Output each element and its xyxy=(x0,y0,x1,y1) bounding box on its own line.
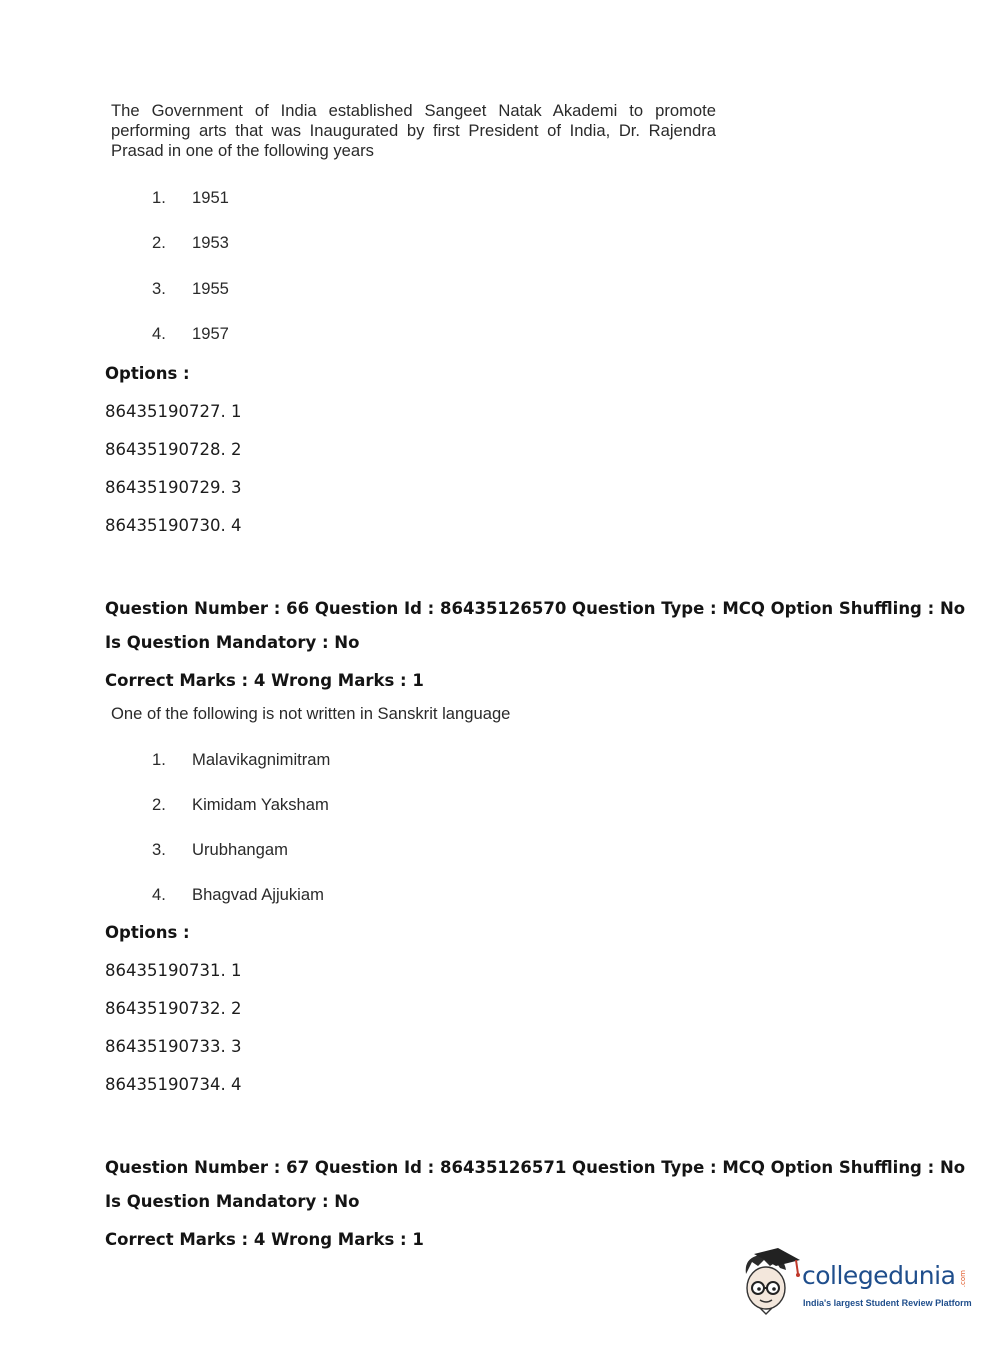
q65-choice-4: 4. 1957 xyxy=(152,324,229,343)
q66-choice-4: 4. Bhagvad Ajjukiam xyxy=(152,885,324,904)
q65-option-2: 86435190728. 2 xyxy=(105,440,242,459)
logo-tagline: India's largest Student Review Platform xyxy=(803,1298,972,1308)
logo-brand-text: collegedunia xyxy=(802,1261,956,1290)
logo-com-text: .com xyxy=(959,1270,967,1288)
collegedunia-logo xyxy=(740,1248,970,1320)
q65-option-3: 86435190729. 3 xyxy=(105,478,242,497)
question-66-text: One of the following is not written in Sanskrit language xyxy=(111,704,511,723)
q65-choice-1: 1. 1951 xyxy=(152,188,229,207)
q66-option-1: 86435190731. 1 xyxy=(105,961,242,980)
q66-option-3: 86435190733. 3 xyxy=(105,1037,242,1056)
q67-header: Question Number : 67 Question Id : 86435126571 Question Type : MCQ Option Shuffling : No xyxy=(105,1158,966,1177)
q67-marks: Correct Marks : 4 Wrong Marks : 1 xyxy=(105,1230,424,1249)
q65-choice-3: 3. 1955 xyxy=(152,279,229,298)
mascot-icon xyxy=(740,1248,802,1320)
q65-option-4: 86435190730. 4 xyxy=(105,516,242,535)
q65-choice-2: 2. 1953 xyxy=(152,233,229,252)
q65-options-label: Options : xyxy=(105,364,190,383)
q66-choice-1: 1. Malavikagnimitram xyxy=(152,750,331,769)
q66-mandatory: Is Question Mandatory : No xyxy=(105,633,360,652)
q66-header: Question Number : 66 Question Id : 86435126570 Question Type : MCQ Option Shuffling : No xyxy=(105,599,966,618)
q67-mandatory: Is Question Mandatory : No xyxy=(105,1192,360,1211)
q66-option-4: 86435190734. 4 xyxy=(105,1075,242,1094)
question-65-text: The Government of India established Sangeet Natak Akademi to promote performing arts that was Inaugurated by first President of India, Dr. Rajendra Prasad in one of the following years xyxy=(111,101,716,160)
q66-choice-3: 3. Urubhangam xyxy=(152,840,288,859)
q66-options-label: Options : xyxy=(105,923,190,942)
q65-option-1: 86435190727. 1 xyxy=(105,402,242,421)
q66-option-2: 86435190732. 2 xyxy=(105,999,242,1018)
q66-choice-2: 2. Kimidam Yaksham xyxy=(152,795,329,814)
q66-marks: Correct Marks : 4 Wrong Marks : 1 xyxy=(105,671,424,690)
